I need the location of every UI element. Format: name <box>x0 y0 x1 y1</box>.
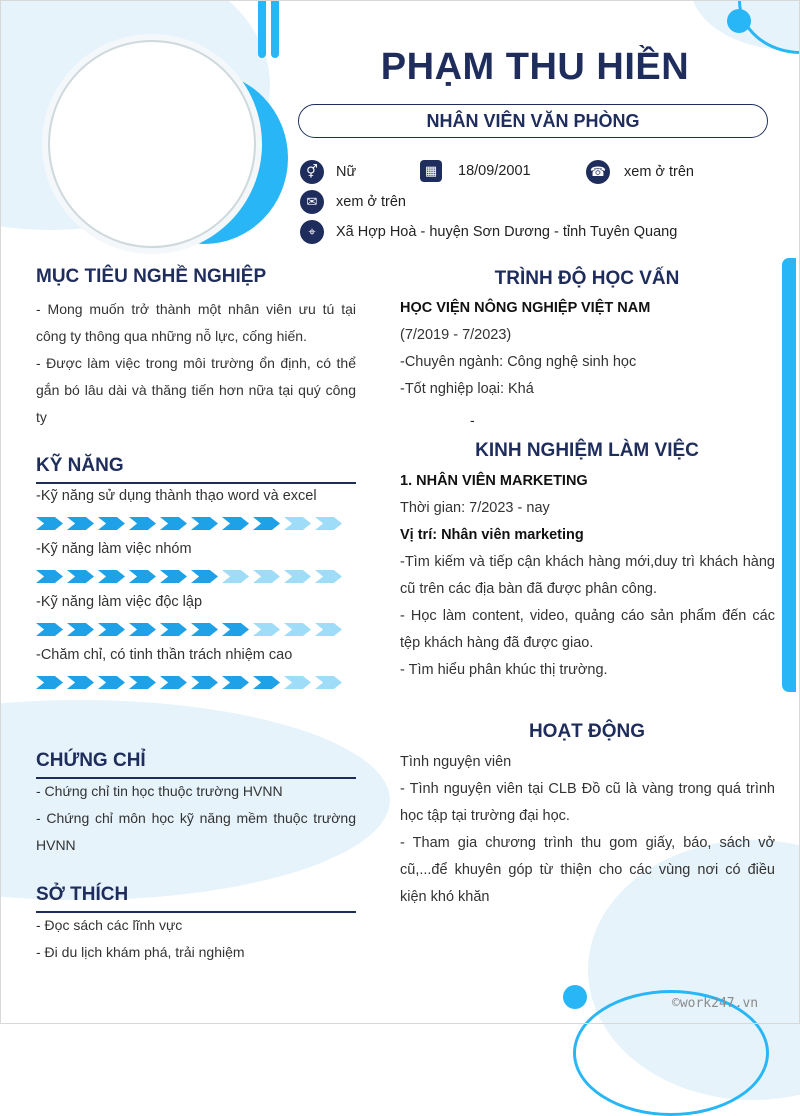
experience-heading: KINH NGHIỆM LÀM VIỆC <box>475 440 699 461</box>
contact-gender <box>300 160 356 184</box>
activities-text <box>400 749 775 911</box>
skill-chevron <box>315 623 342 636</box>
skill-chevron <box>253 623 280 636</box>
birthday-value: 18/09/2001 <box>458 163 531 179</box>
education-school: HỌC VIỆN NÔNG NGHIỆP VIỆT NAM <box>400 300 651 316</box>
skill-chevron <box>36 570 63 583</box>
skill-chevron <box>284 570 311 583</box>
activity-line: - Tham gia chương trình thu gom giấy, báo, sách vở cũ,...để khuyên góp từ thiện cho các vùng nơi có điều kiện khó khăn <box>400 835 775 905</box>
hobby-line: - Đi du lịch khám phá, trải nghiệm <box>36 944 245 960</box>
location-icon: ⌖ <box>300 220 324 244</box>
decor-bar-2 <box>271 0 279 58</box>
activities-heading: HOẠT ĐỘNG <box>528 721 646 742</box>
education-text <box>400 295 775 403</box>
experience-job: 1. NHÂN VIÊN MARKETING <box>400 473 588 489</box>
experience-line: -Tìm kiếm và tiếp cận khách hàng mới,duy trì khách hàng cũ trên các địa bàn đã được phân công. <box>400 554 775 597</box>
skill-chevron <box>191 570 218 583</box>
activities-intro: Tình nguyện viên <box>400 754 512 770</box>
education-period: (7/2019 - 7/2023) <box>400 327 512 343</box>
experience-position: Vị trí: Nhân viên marketing <box>400 527 584 543</box>
experience-line: - Học làm content, video, quảng cáo sản phẩm đến các tệp khách hàng đã được giao. <box>400 608 775 651</box>
skill-chevron <box>129 623 156 636</box>
decor-bar-1 <box>258 0 266 58</box>
skill-chevron <box>129 517 156 530</box>
skill-chevron <box>222 570 249 583</box>
skill-chevron <box>191 676 218 689</box>
decor-dot-bottom-right <box>563 985 587 1009</box>
hobby-line: - Đọc sách các lĩnh vực <box>36 917 183 933</box>
contact-phone <box>586 160 694 184</box>
candidate-name: PHẠM THU HIỀN <box>380 46 690 88</box>
skill-chevron <box>253 517 280 530</box>
objective-text <box>36 296 356 431</box>
education-grade: -Tốt nghiệp loại: Khá <box>400 381 534 397</box>
skill-chevron <box>222 623 249 636</box>
objective-line: - Mong muốn trở thành một nhân viên ưu tú tại công ty thông qua những nỗ lực, cống hiến. <box>36 301 356 344</box>
skill-chevron <box>284 676 311 689</box>
skill-chevron <box>67 623 94 636</box>
side-accent-tab <box>782 258 796 692</box>
skill-chevron <box>191 623 218 636</box>
hobbies-text <box>36 912 356 966</box>
skill-chevron <box>160 676 187 689</box>
skill-chevron <box>191 517 218 530</box>
contact-birthday <box>420 160 531 182</box>
skill-label: -Kỹ năng làm việc độc lập <box>36 594 203 610</box>
skill-chevron <box>36 517 63 530</box>
skill-rating <box>36 570 342 583</box>
skill-chevron <box>253 570 280 583</box>
experience-line: - Tìm hiểu phân khúc thị trường. <box>400 662 608 678</box>
skill-label: -Kỹ năng làm việc nhóm <box>36 541 192 557</box>
skill-chevron <box>67 676 94 689</box>
skill-chevron <box>98 570 125 583</box>
skill-chevron <box>315 517 342 530</box>
certificate-line: - Chứng chỉ môn học kỹ năng mềm thuộc trường HVNN <box>36 810 356 853</box>
experience-time: Thời gian: 7/2023 - nay <box>400 500 550 516</box>
calendar-icon: ▦ <box>420 160 442 182</box>
skill-rating <box>36 623 342 636</box>
skill-chevron <box>315 570 342 583</box>
skill-chevron <box>98 623 125 636</box>
phone-value: xem ở trên <box>624 164 694 180</box>
skill-chevron <box>129 676 156 689</box>
objective-line: - Được làm việc trong môi trường ổn định, có thể gắn bó lâu dài và thăng tiến hơn nữa tại quý công ty <box>36 355 356 425</box>
skills-rule <box>36 482 356 484</box>
watermark: ©work247.vn <box>672 996 759 1011</box>
decor-dot-top-right <box>727 9 751 33</box>
skills-heading: KỸ NĂNG <box>36 455 124 476</box>
skill-chevron <box>98 676 125 689</box>
phone-icon: ☎ <box>586 160 610 184</box>
education-dash: - <box>470 412 475 428</box>
education-major: -Chuyên ngành: Công nghệ sinh học <box>400 354 637 370</box>
skill-rating <box>36 517 342 530</box>
experience-text <box>400 468 775 684</box>
skill-chevron <box>129 570 156 583</box>
skill-chevron <box>284 623 311 636</box>
certificates-text <box>36 778 356 859</box>
skill-chevron <box>160 517 187 530</box>
profile-photo <box>48 40 256 248</box>
skill-chevron <box>98 517 125 530</box>
gender-value: Nữ <box>336 164 357 180</box>
email-value: xem ở trên <box>336 194 406 210</box>
contact-address <box>300 220 677 244</box>
skill-chevron <box>253 676 280 689</box>
education-heading: TRÌNH ĐỘ HỌC VẤN <box>494 268 680 289</box>
skill-chevron <box>284 517 311 530</box>
address-value: Xã Hợp Hoà - huyện Sơn Dương - tỉnh Tuyên Quang <box>336 224 678 240</box>
skill-chevron <box>315 676 342 689</box>
skill-chevron <box>36 676 63 689</box>
hobbies-heading: SỞ THÍCH <box>36 884 129 905</box>
job-title-box: NHÂN VIÊN VĂN PHÒNG <box>298 104 768 138</box>
objective-heading: MỤC TIÊU NGHỀ NGHIỆP <box>36 266 267 287</box>
skill-chevron <box>160 570 187 583</box>
gender-icon: ⚥ <box>300 160 324 184</box>
skill-chevron <box>222 517 249 530</box>
skill-chevron <box>36 623 63 636</box>
skill-rating <box>36 676 342 689</box>
certificate-line: - Chứng chỉ tin học thuộc trường HVNN <box>36 783 283 799</box>
certificates-heading: CHỨNG CHỈ <box>36 750 146 771</box>
contact-email <box>300 190 406 214</box>
skill-label: -Kỹ năng sử dụng thành thạo word và excel <box>36 488 317 504</box>
activity-line: - Tình nguyện viên tại CLB Đồ cũ là vàng trong quá trình học tập tại trường đại học. <box>400 781 775 824</box>
skill-label: -Chăm chỉ, có tinh thần trách nhiệm cao <box>36 647 293 663</box>
skill-chevron <box>67 570 94 583</box>
email-icon: ✉ <box>300 190 324 214</box>
skill-chevron <box>222 676 249 689</box>
skill-chevron <box>160 623 187 636</box>
skill-chevron <box>67 517 94 530</box>
